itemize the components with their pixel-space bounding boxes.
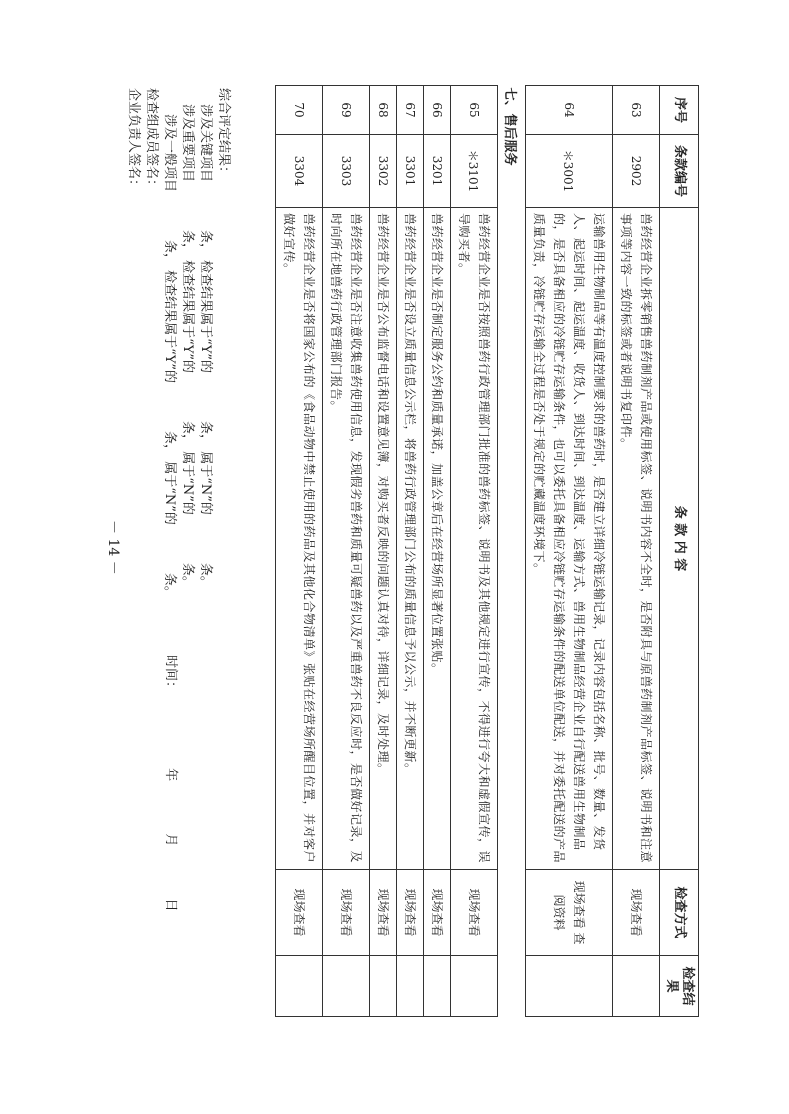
row-method: 现场查看 [613, 870, 660, 956]
table-row [323, 86, 370, 1017]
row-code: 3302 [370, 135, 397, 208]
major-unit2: 条， [180, 421, 195, 448]
row-no: 70 [276, 86, 323, 135]
row-content: 兽药经营企业是否设立质量信息公示栏，将兽药行政管理部门公布的质量信息予以公示，并不断更新。 [397, 208, 424, 870]
major-label: 涉及重要项目 [180, 104, 195, 183]
date-line [163, 655, 182, 911]
general-label: 涉及一般项目 [162, 114, 177, 193]
general-unit2: 条， [162, 431, 177, 458]
header-content: 条 款 内 容 [660, 208, 699, 870]
summary-title: 综合评定结果： [216, 88, 231, 180]
row-no: 66 [424, 86, 451, 135]
key-unit1: 条， [198, 230, 213, 257]
header-code: 条款编号 [660, 135, 699, 208]
row-content: 兽药经营企业拆零销售兽药制剂产品或使用标签、说明书内容不全时，是否附具与原兽药制剂产品标签、说明书和注意事项等内容一致的标签或者说明书复印件。 [613, 208, 660, 870]
key-unit3: 条。 [198, 562, 213, 589]
table-row [276, 86, 323, 1017]
row-method: 现场查看 [370, 870, 397, 956]
inspector-signature-label: 检查组成员签名： [144, 88, 159, 193]
key-unit2: 条， [198, 421, 213, 448]
row-result [370, 956, 397, 1017]
row-code: ＊3001 [526, 135, 613, 208]
header-no: 序号 [660, 86, 699, 135]
major-unit3: 条。 [180, 562, 195, 589]
row-code: 2902 [613, 135, 660, 208]
major-mid2: 属于“N”的 [180, 451, 195, 515]
month-label: 月 [163, 833, 178, 847]
row-method: 现场查看 [451, 870, 498, 956]
row-no: 65 [451, 86, 498, 135]
general-unit3: 条。 [162, 572, 177, 599]
row-result [451, 956, 498, 1017]
section-title: 七、售后服务 [498, 86, 526, 1017]
key-label: 涉及关键项目 [198, 104, 213, 183]
general-mid2: 属于“N”的 [162, 461, 177, 525]
table-row [526, 86, 613, 1017]
row-no: 68 [370, 86, 397, 135]
row-content: 兽药经营企业是否注意收集兽药使用信息，发现假劣兽药和质量可疑兽药以及严重兽药不良反应时，是否做好记录，及时向所在地兽药行政管理部门报告。 [323, 208, 370, 870]
row-code: 3304 [276, 135, 323, 208]
row-content: 兽药经营企业是否按照兽药行政管理部门批准的兽药标签、说明书及其他规定进行宣传，不得进行夸大和虚假宣传，误导购买者。 [451, 208, 498, 870]
day-label: 日 [163, 898, 178, 912]
row-code: 3301 [397, 135, 424, 208]
page-number: － 14 － [105, 520, 121, 575]
row-no: 63 [613, 86, 660, 135]
row-no: 64 [526, 86, 613, 135]
major-mid: 检查结果属于“Y”的 [180, 260, 195, 374]
owner-signature-label: 企业负责人签名： [126, 88, 141, 193]
general-unit1: 条， [162, 240, 177, 267]
row-code: ＊3101 [451, 135, 498, 208]
row-result [424, 956, 451, 1017]
row-method: 现场查看 [276, 870, 323, 956]
row-content: 兽药经营企业是否将国家公布的《食品动物中禁止使用的药品及其他化合物清单》张贴在经营场所醒目位置，并对客户做好宣传。 [276, 208, 323, 870]
key-mid2: 属于“N”的 [198, 451, 213, 515]
row-code: 3303 [323, 135, 370, 208]
header-method: 检查方式 [660, 870, 699, 956]
time-label: 时间： [163, 655, 178, 695]
row-result [323, 956, 370, 1017]
summary-key-line [196, 88, 214, 988]
row-result [526, 956, 613, 1017]
row-method: 现场查看 [424, 870, 451, 956]
row-result [613, 956, 660, 1017]
section-row [498, 86, 526, 1017]
key-mid: 检查结果属于“Y”的 [198, 260, 213, 374]
row-method: 现场查看 [323, 870, 370, 956]
table-row [613, 86, 660, 1017]
header-result: 检查结果 [660, 956, 699, 1017]
table-header-row [660, 86, 699, 1017]
row-result [276, 956, 323, 1017]
row-no: 69 [323, 86, 370, 135]
row-code: 3201 [424, 135, 451, 208]
row-content: 兽药经营企业是否制定服务公约和质量承诺，加盖公章后在经营场所显著位置张贴。 [424, 208, 451, 870]
row-content: 运输兽用生物制品等有温度控制要求的兽药时，是否建立详细冷链运输记录，记录内容包括名称、批号、数量、发货人、起运时间、起运温度、收货人、到达时间、到达温度、运输方式、兽用生物制品经营企业自行配送兽用生物制品的，是否具备相应的冷链贮存运输条件，也可以委托具备相应冷链贮存运输条件的配送单位配送，并对委托配送的产品质量负责，冷链贮存运输全过程是否处于规定的贮藏温度环境下。 [526, 208, 613, 870]
general-mid: 检查结果属于“Y”的 [162, 270, 177, 384]
table-row [397, 86, 424, 1017]
table-row [424, 86, 451, 1017]
row-method: 现场查看 [397, 870, 424, 956]
row-result [397, 956, 424, 1017]
inspection-table [275, 85, 699, 1017]
year-label: 年 [163, 768, 178, 782]
major-unit1: 条， [180, 230, 195, 257]
row-no: 67 [397, 86, 424, 135]
table-row [370, 86, 397, 1017]
table-row [451, 86, 498, 1017]
row-method: 现场查看 查阅资料 [526, 870, 613, 956]
row-content: 兽药经营企业是否公布监督电话和设置意见簿，对购买者反映的问题认真对待，详细记录，及时处理。 [370, 208, 397, 870]
